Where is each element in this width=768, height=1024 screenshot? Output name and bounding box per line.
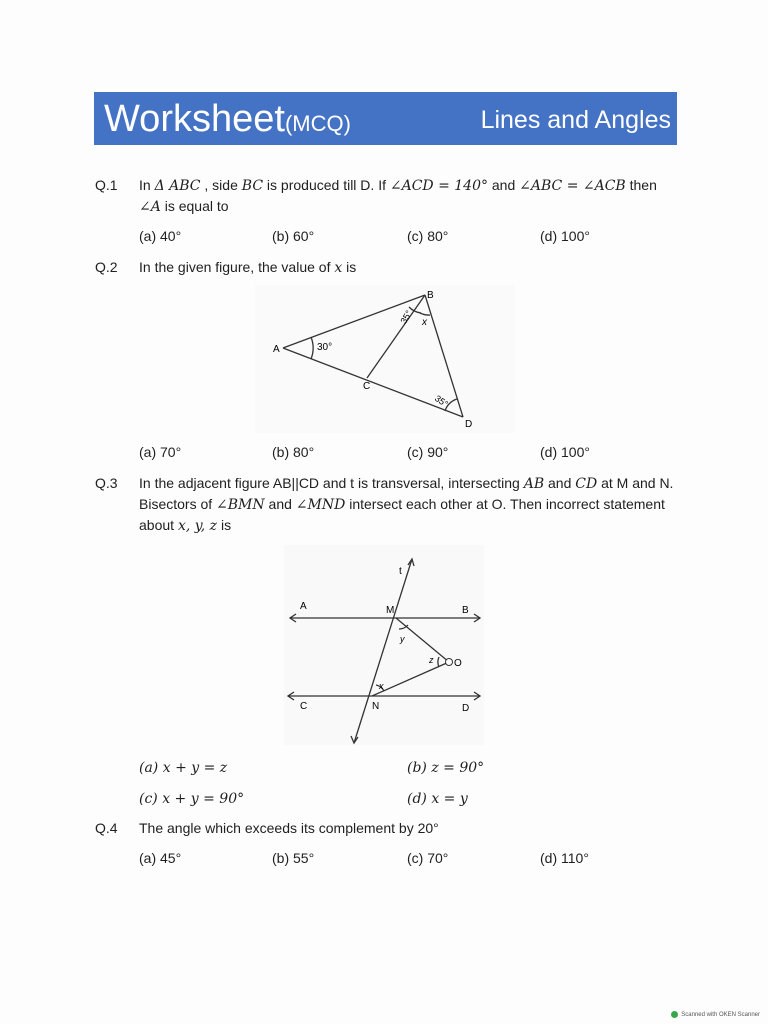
label-z: z <box>429 655 434 665</box>
label-a: A <box>300 601 307 612</box>
scanner-logo-icon <box>671 1011 678 1018</box>
q3-text-part: at M and N. Bisectors of <box>139 475 674 512</box>
label-y: y <box>400 634 405 644</box>
title-text: Worksheet <box>104 98 285 140</box>
q3-option-d-text: (d) x = y <box>407 791 468 807</box>
label-b: B <box>462 605 469 616</box>
q4-option-a: (a) 45° <box>139 850 182 866</box>
question-2-number: Q.2 <box>95 259 118 275</box>
q3-text-part: and <box>264 496 296 512</box>
q1-text-part: is equal to <box>160 198 229 214</box>
title-subtitle: (MCQ) <box>284 111 351 136</box>
q4-option-c: (c) 70° <box>407 850 449 866</box>
q1-text-part: In <box>139 177 155 193</box>
q3-text-part: In the adjacent figure AB||CD and t is transversal, intersecting <box>139 475 524 491</box>
question-2-text <box>139 257 674 278</box>
q1-option-b: (b) 60° <box>272 228 315 244</box>
q1-math: Δ ABC <box>154 178 201 194</box>
point-o <box>446 659 453 666</box>
q2-option-b: (b) 80° <box>272 444 315 460</box>
q2-option-a: (a) 70° <box>139 444 182 460</box>
q3-option-a <box>139 757 227 778</box>
q2-option-d: (d) 100° <box>540 444 590 460</box>
q3-math: ∠BMN <box>216 497 265 513</box>
label-a: A <box>273 344 280 355</box>
label-angle-a: 30° <box>317 342 333 353</box>
question-1-number: Q.1 <box>95 177 118 193</box>
label-angle-x: x <box>422 317 427 328</box>
q1-math: ∠A <box>139 199 161 215</box>
q3-math: x, y, z <box>177 518 218 534</box>
q3-math: AB <box>523 476 545 492</box>
question-3-text <box>139 473 674 536</box>
q2-math: x <box>334 260 343 276</box>
question-3-number: Q.3 <box>95 475 118 491</box>
q3-option-b <box>407 757 484 778</box>
q1-math: ∠ACD = 140° <box>389 178 488 194</box>
q1-option-c: (c) 80° <box>407 228 449 244</box>
q1-text-part: is produced till D. If <box>263 177 390 193</box>
q2-text-part: is <box>342 259 357 275</box>
label-c: C <box>300 701 308 712</box>
arc-angle-x <box>420 313 430 315</box>
question-1-text <box>139 175 674 217</box>
worksheet-topic: Lines and Angles <box>480 106 671 134</box>
q4-option-b: (b) 55° <box>272 850 315 866</box>
q3-math: ∠MND <box>295 497 346 513</box>
label-angle-d: 35° <box>433 393 450 410</box>
worksheet-header <box>94 92 677 145</box>
q1-text-part: then <box>625 177 657 193</box>
label-n: N <box>372 701 380 712</box>
q3-option-b-text: (b) z = 90° <box>407 760 485 776</box>
q3-option-d <box>407 788 468 809</box>
q1-math: ∠ABC = ∠ACB <box>519 178 626 194</box>
q3-text-part: and <box>544 475 576 491</box>
q3-text-part: intersect each other at O. Then incorrect statement about <box>139 496 665 533</box>
scanner-watermark-text: Scanned with OKEN Scanner <box>681 1011 760 1018</box>
q1-option-d: (d) 100° <box>540 228 590 244</box>
label-t: t <box>399 566 402 577</box>
question-4-number: Q.4 <box>95 820 118 836</box>
label-m: M <box>386 605 395 616</box>
q3-option-c-text: (c) x + y = 90° <box>139 791 245 807</box>
q4-option-d: (d) 110° <box>540 850 589 866</box>
q3-math: CD <box>575 476 598 492</box>
q2-text-part: In the given figure, the value of <box>139 259 335 275</box>
q3-parallel-lines-figure <box>284 545 484 745</box>
label-angle-b: 35° <box>398 308 414 326</box>
scanner-watermark <box>671 1011 760 1018</box>
question-4-text: The angle which exceeds its complement by 20° <box>139 820 439 836</box>
label-b: B <box>427 290 434 301</box>
line-ad <box>283 348 463 417</box>
q2-option-c: (c) 90° <box>407 444 449 460</box>
arc-y <box>399 625 408 629</box>
label-o: O <box>454 658 462 669</box>
transversal-t <box>354 559 412 743</box>
arc-z <box>438 657 439 667</box>
worksheet-title <box>104 98 351 145</box>
label-d: D <box>465 419 473 430</box>
arc-angle-a <box>311 337 313 359</box>
label-c: C <box>363 381 371 392</box>
q1-math: BC <box>241 178 264 194</box>
q3-option-c <box>139 788 244 809</box>
q1-option-a: (a) 40° <box>139 228 182 244</box>
q1-text-part: , side <box>200 177 242 193</box>
label-x: x <box>379 681 384 691</box>
q1-text-part: and <box>488 177 520 193</box>
q3-option-a-text: (a) x + y = z <box>139 760 228 776</box>
line-bc <box>367 295 425 378</box>
label-d: D <box>462 703 470 714</box>
q3-text-part: is <box>217 517 232 533</box>
q2-triangle-figure <box>255 285 515 433</box>
